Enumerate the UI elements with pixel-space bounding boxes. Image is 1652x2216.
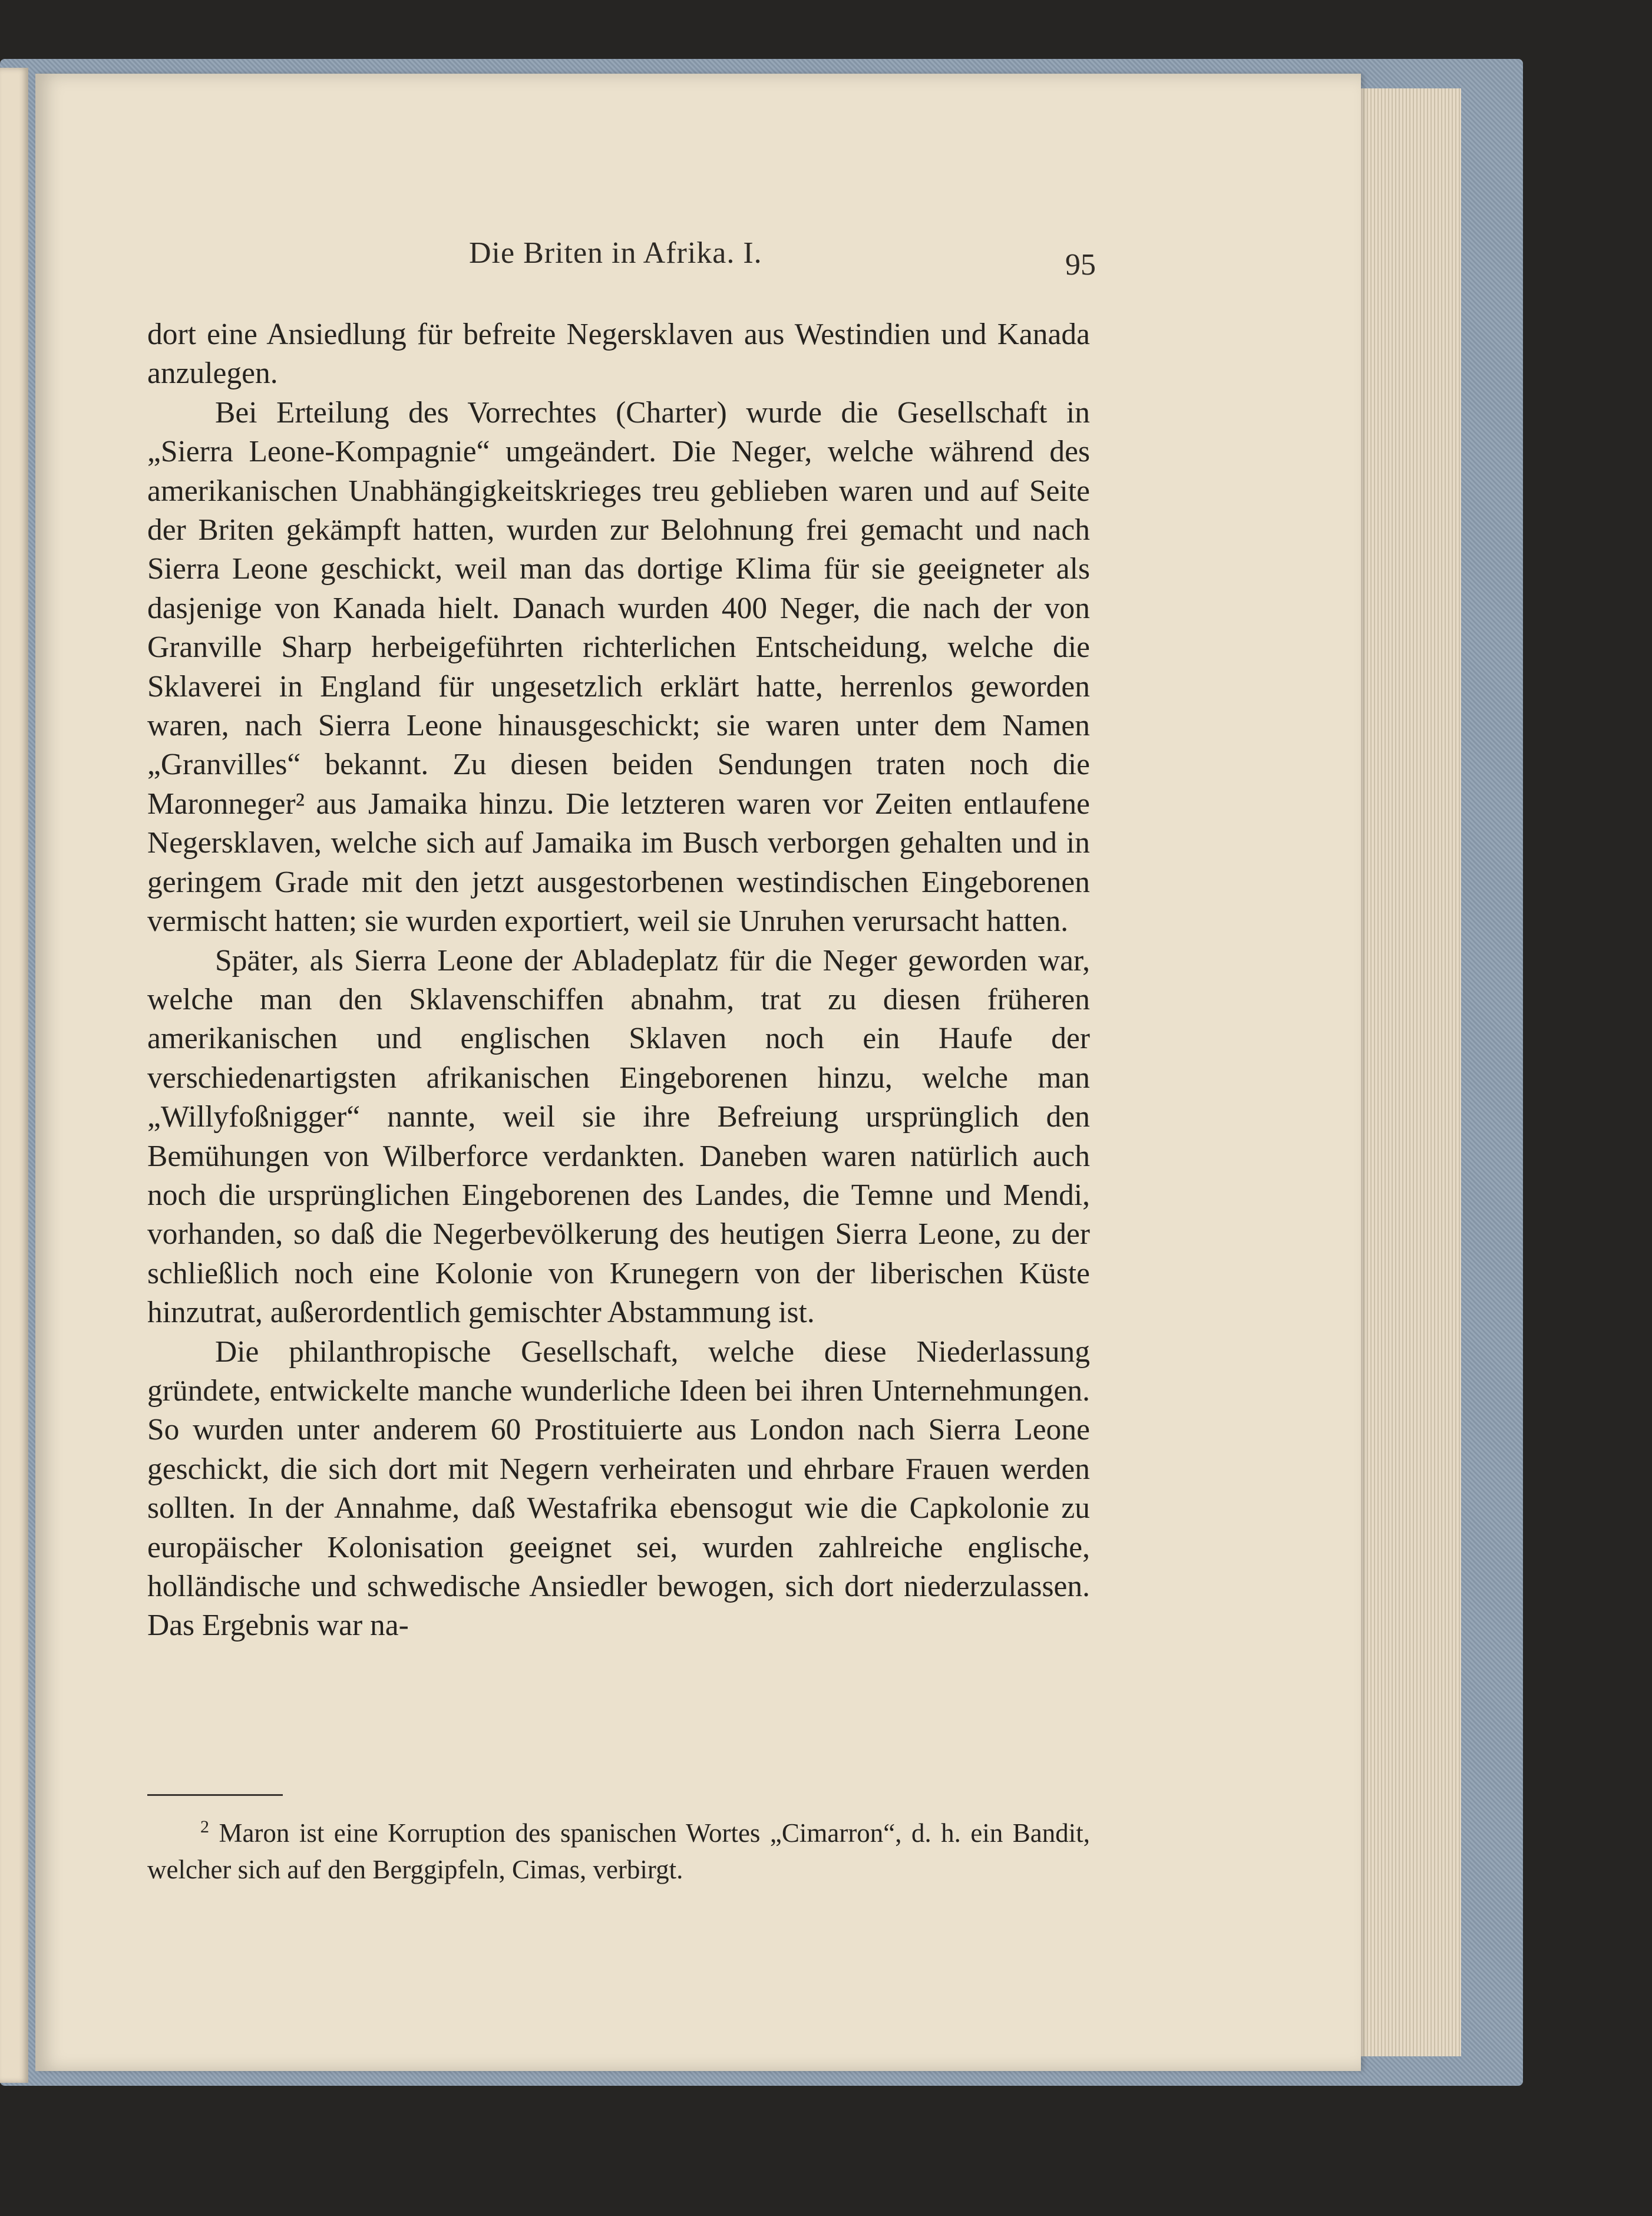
paragraph: Bei Erteilung des Vorrechtes (Charter) wurde die Gesellschaft in „Sierra Leone-Kompagnie“ umgeändert. Die Neger, welche während des amerikanischen Unabhängigkeitskrieges treu geblieben waren und auf Seite der Briten gekämpft hatten, wurden zur Belohnung frei gemacht und nach Sierra Leone geschickt, weil man das dortige Klima für sie geeigneter als dasjenige von Kanada hielt. Danach wurden 400 Neger, die nach der von Granville Sharp herbeigeführten richterlichen Entscheidung, welche die Sklaverei in England für ungesetzlich erklärt hatte, herrenlos geworden waren, nach Sierra Leone hinausgeschickt; sie waren unter dem Namen „Granvilles“ bekannt. Zu diesen beiden Sendungen traten noch die Maronneger² aus Jamaika hinzu. Die letzteren waren vor Zeiten entlaufene Negersklaven, welche sich auf Jamaika im Busch verborgen gehalten und in geringem Grade mit den jetzt ausgestorbenen westindischen Eingeborenen vermischt hatten; sie wurden exportiert, weil sie Unruhen verursacht hatten. [147, 395, 1090, 939]
footnote-marker: 2 [200, 1817, 209, 1837]
body-text [147, 315, 1090, 1646]
paragraph: Später, als Sierra Leone der Abladeplatz für die Neger geworden war, welche man den Sklavenschiffen abnahm, trat zu diesen früheren amerikanischen und englischen Sklaven noch ein Haufe der verschiedenartigsten afrikanischen Eingeborenen hinzu, welche man „Willyfoßnigger“ nannte, weil sie ihre Befreiung ursprünglich den Bemühungen von Wilberforce verdankten. Daneben waren natürlich auch noch die ursprünglichen Eingeborenen des Landes, die Temne und Mendi, vorhanden, so daß die Negerbevölkerung des heutigen Sierra Leone, zu der schließlich noch eine Kolonie von Krunegern von der liberischen Küste hinzutrat, außerordentlich gemischter Abstammung ist. [147, 943, 1090, 1330]
footnote [147, 1809, 1090, 1888]
page-edges [1343, 88, 1461, 2056]
footnote-text: Maron ist eine Korruption des spanischen Wortes „Cimarron“, d. h. ein Bandit, welcher sich auf den Berggipfeln, Cimas, verbirgt. [147, 1818, 1090, 1884]
paragraph: Die philanthropische Gesellschaft, welche diese Niederlassung gründete, entwickelte manche wunderliche Ideen bei ihren Unternehmungen. So wurden unter anderem 60 Prostituierte aus London nach Sierra Leone geschickt, die sich dort mit Negern verheiraten und ehrbare Frauen werden sollten. In der Annahme, daß Westafrika ebensogut wie die Capkolonie zu europäischer Kolonisation geeignet sei, wurden zahlreiche englische, holländische und schwedische Ansiedler bewogen, sich dort niederzulassen. Das Ergebnis war na- [147, 1335, 1090, 1643]
paragraph: dort eine Ansiedlung für befreite Negersklaven aus Westindien und Kanada anzulegen. [147, 318, 1090, 391]
footnote-rule [147, 1794, 283, 1796]
left-page-edge [0, 68, 28, 2083]
page-number: 95 [1065, 248, 1096, 282]
running-title: Die Briten in Afrika. I. [469, 236, 762, 270]
